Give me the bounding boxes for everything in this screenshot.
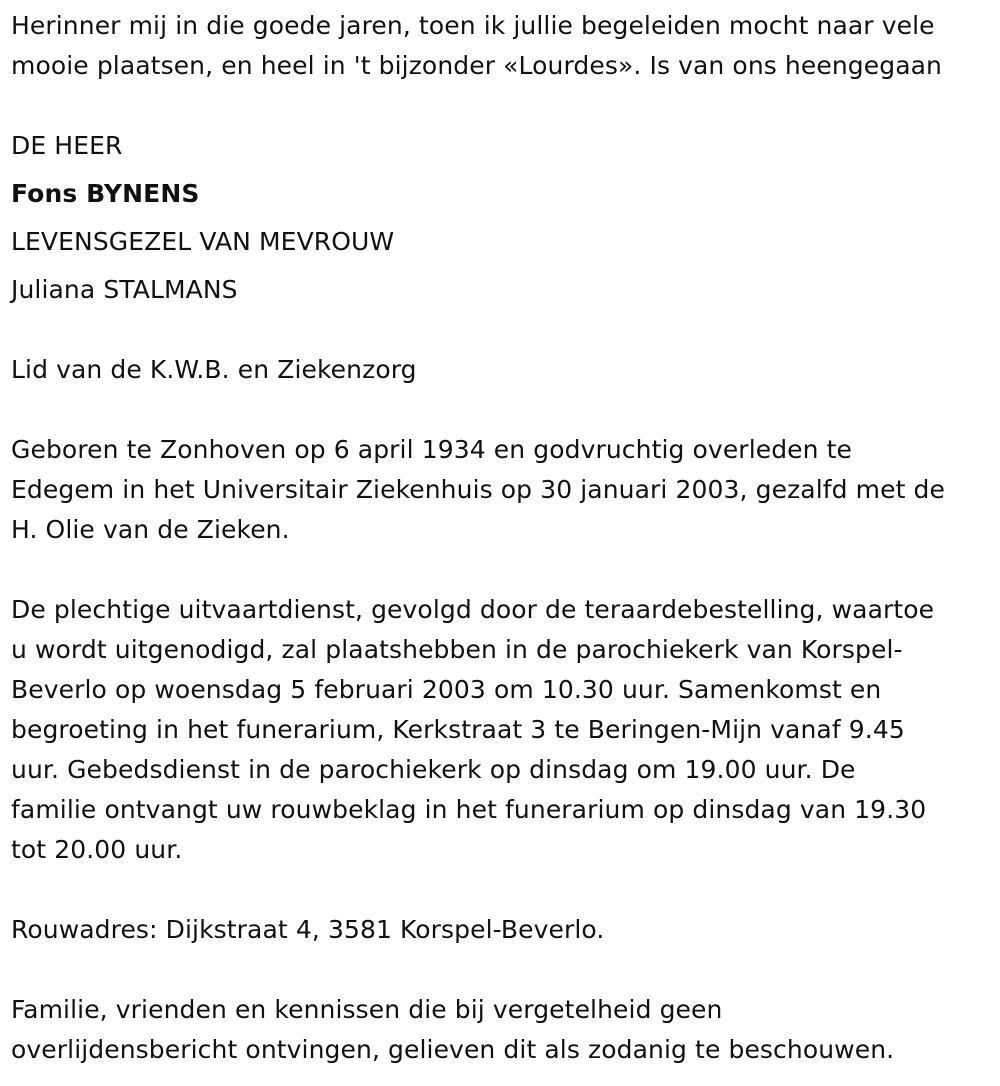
funeral-line: u wordt uitgenodigd, zal plaatshebben in de parochiekerk van Korspel- [11,635,903,664]
funeral-line: Beverlo op woensdag 5 februari 2003 om 10.30 uur. Samenkomst en [11,675,882,704]
intro-line: mooie plaatsen, en heel in 't bijzonder «Lourdes». Is van ons heengegaan [11,51,942,80]
intro-paragraph [11,6,996,86]
mourning-address: Rouwadres: Dijkstraat 4, 3581 Korspel-Beverlo. [11,915,605,944]
birth-death-line: H. Olie van de Zieken. [11,515,290,544]
birth-death-line: Edegem in het Universitair Ziekenhuis op 30 januari 2003, gezalfd met de [11,475,946,504]
funeral-line: tot 20.00 uur. [11,835,183,864]
relation-label: LEVENSGEZEL VAN MEVROUW [11,227,395,256]
title-prefix: DE HEER [11,131,123,160]
obituary-document [11,6,996,1070]
membership-text: Lid van de K.W.B. en Ziekenzorg [11,355,417,384]
deceased-name: Fons BYNENS [11,179,200,208]
intro-line: Herinner mij in die goede jaren, toen ik jullie begeleiden mocht naar vele [11,11,935,40]
funeral-line: De plechtige uitvaartdienst, gevolgd door de teraardebestelling, waartoe [11,595,935,624]
notice-paragraph [11,990,996,1070]
funeral-line: begroeting in het funerarium, Kerkstraat 3 te Beringen-Mijn vanaf 9.45 [11,715,905,744]
notice-line: Familie, vrienden en kennissen die bij vergetelheid geen [11,995,723,1024]
funeral-line: familie ontvangt uw rouwbeklag in het funerarium op dinsdag van 19.30 [11,795,927,824]
notice-line: overlijdensbericht ontvingen, gelieven dit als zodanig te beschouwen. [11,1035,895,1064]
birth-death-paragraph [11,430,996,550]
funeral-line: uur. Gebedsdienst in de parochiekerk op dinsdag om 19.00 uur. De [11,755,856,784]
birth-death-line: Geboren te Zonhoven op 6 april 1934 en godvruchtig overleden te [11,435,853,464]
partner-name: Juliana STALMANS [11,275,238,304]
funeral-paragraph [11,590,996,870]
